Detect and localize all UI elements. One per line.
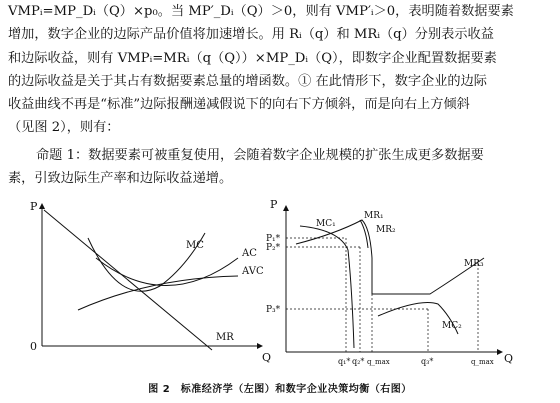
paragraph-line: 增加，数字企业的边际产品价值将加速增长。用 Rᵢ（q）和 MRᵢ（q）分别表示收益 [8,27,494,43]
p2-tick: P₂* [266,243,281,253]
q1-tick: q₁* [338,357,351,366]
q2-tick: q₂* [352,357,365,366]
mc1-label: MC₁ [316,219,336,229]
paragraph-line: 收益曲线不再是“标准”边际报酬递减假说下的向右下方倾斜，而是向右上方倾斜 [8,97,470,113]
left-chart [30,200,271,364]
mr1-label: MR₁ [364,211,384,221]
paragraph-line: VMPᵢ=MP_Dᵢ（Q）×p₀。当 MP′_Dᵢ（Q）＞0，则有 VMP′ᵢ＞0，表明随着数据要素 [8,4,514,19]
paragraph-line: 和边际收益，则有 VMPᵢ=MRᵢ（q（Q））×MP_Dᵢ（Q），即数字企业配置数据要素 [8,50,497,66]
avc-label: AVC [242,266,264,277]
left-y-label: P [30,200,38,213]
qmax-tick-2: q_max [471,358,494,366]
proposition-line: 命题 1：数据要素可被重复使用，会随着数字企业规模的扩张生成更多数据要 [36,148,484,163]
q3-tick: q₃* [421,357,434,366]
right-x-label: Q [504,352,514,365]
figure-caption: 图 2 标准经济学（左图）和数字企业决策均衡（右图） [148,384,412,395]
mc2-label: MC₂ [442,321,462,331]
paragraph-line: 的边际收益是关于其占有数据要素总量的增函数。① 在此情形下，数字企业的边际 [8,73,487,89]
mr-label: MR [216,332,234,343]
right-y-label: P [270,198,278,211]
p1-tick: P₁* [266,234,281,244]
mr2-curve [360,220,368,248]
proposition-line: 素，引致边际生产率和边际收益递增。 [8,171,233,187]
left-x-label: Q [262,351,272,364]
right-chart [266,198,513,366]
mr3-label: MR₃ [464,259,484,269]
p3-tick: P₃* [266,305,281,315]
mc-label: MC [186,240,204,251]
qmax-tick-1: q_max [367,358,390,366]
mr2-label: MR₂ [376,225,396,235]
proposition-paragraph [8,144,554,191]
left-origin: 0 [30,340,37,353]
body-paragraph [8,0,554,140]
figure-2 [0,198,560,378]
ac-label: AC [242,248,257,259]
paragraph-line: （见图 2），则有： [8,120,120,136]
